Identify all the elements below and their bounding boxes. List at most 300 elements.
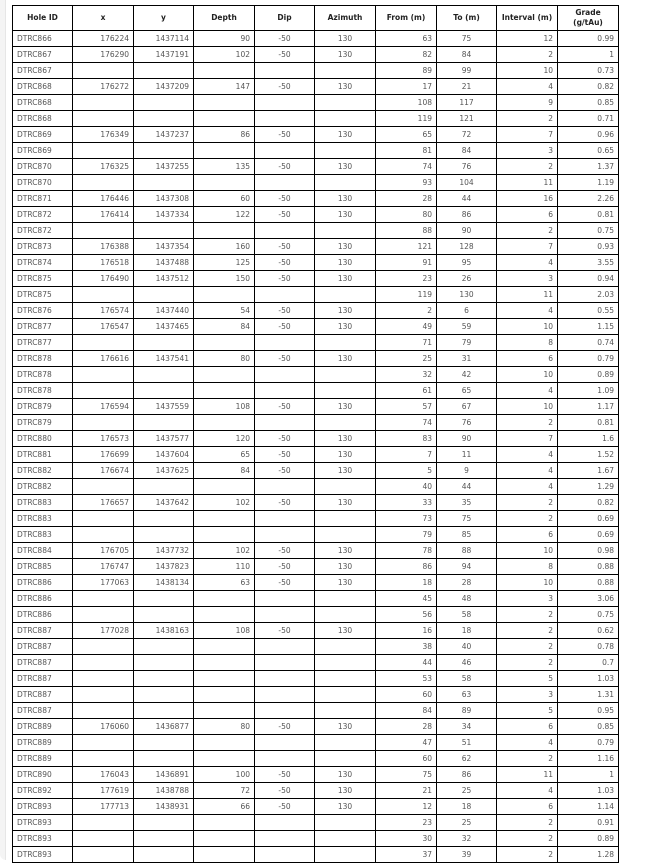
cell-interval: 2: [497, 47, 558, 63]
cell-interval: 5: [497, 703, 558, 719]
cell-x: 176705: [73, 543, 134, 559]
cell-grade: 0.82: [558, 79, 619, 95]
cell-hole-id: DTRC883: [13, 511, 73, 527]
cell-grade: 0.89: [558, 831, 619, 847]
table-row: [13, 783, 619, 799]
cell-grade: 1.09: [558, 383, 619, 399]
cell-x: [73, 607, 134, 623]
cell-x: [73, 367, 134, 383]
cell-hole-id: DTRC878: [13, 367, 73, 383]
cell-depth: 84: [194, 463, 255, 479]
cell-azimuth: 130: [315, 575, 376, 591]
table-row: [13, 719, 619, 735]
cell-hole-id: DTRC890: [13, 767, 73, 783]
header-row: [13, 6, 619, 31]
cell-x: 176446: [73, 191, 134, 207]
cell-y: 1437255: [134, 159, 194, 175]
cell-y: 1437642: [134, 495, 194, 511]
cell-depth: [194, 831, 255, 847]
cell-x: 177713: [73, 799, 134, 815]
cell-interval: 3: [497, 143, 558, 159]
cell-dip: -50: [255, 719, 315, 735]
cell-grade: 0.82: [558, 495, 619, 511]
table-row: [13, 255, 619, 271]
cell-azimuth: [315, 287, 376, 303]
cell-from: 65: [376, 127, 437, 143]
cell-x: [73, 383, 134, 399]
cell-from: 89: [376, 63, 437, 79]
cell-dip: -50: [255, 79, 315, 95]
cell-grade: 1.14: [558, 799, 619, 815]
cell-dip: -50: [255, 559, 315, 575]
table-row: [13, 671, 619, 687]
cell-to: 90: [437, 431, 497, 447]
cell-y: 1437512: [134, 271, 194, 287]
cell-y: 1437559: [134, 399, 194, 415]
cell-from: 25: [376, 351, 437, 367]
cell-x: 176043: [73, 767, 134, 783]
cell-from: 61: [376, 383, 437, 399]
cell-from: 21: [376, 783, 437, 799]
cell-to: 79: [437, 335, 497, 351]
table-row: [13, 111, 619, 127]
cell-grade: 0.96: [558, 127, 619, 143]
cell-interval: 5: [497, 671, 558, 687]
cell-y: [134, 63, 194, 79]
cell-to: 94: [437, 559, 497, 575]
cell-dip: -50: [255, 399, 315, 415]
cell-x: [73, 735, 134, 751]
cell-to: 86: [437, 207, 497, 223]
cell-x: 176573: [73, 431, 134, 447]
cell-to: 35: [437, 495, 497, 511]
cell-from: 32: [376, 367, 437, 383]
cell-to: 25: [437, 815, 497, 831]
cell-grade: 1.67: [558, 463, 619, 479]
cell-depth: [194, 63, 255, 79]
cell-to: 67: [437, 399, 497, 415]
cell-dip: -50: [255, 47, 315, 63]
cell-y: 1437114: [134, 31, 194, 47]
column-header-grade: Grade (g/tAu): [558, 6, 619, 31]
cell-x: [73, 111, 134, 127]
cell-hole-id: DTRC879: [13, 399, 73, 415]
cell-azimuth: 130: [315, 319, 376, 335]
cell-y: [134, 639, 194, 655]
cell-to: 84: [437, 143, 497, 159]
cell-interval: 3: [497, 271, 558, 287]
column-header-interval: Interval (m): [497, 6, 558, 31]
cell-dip: [255, 223, 315, 239]
cell-azimuth: 130: [315, 255, 376, 271]
cell-azimuth: 130: [315, 767, 376, 783]
cell-x: 176060: [73, 719, 134, 735]
cell-interval: 4: [497, 783, 558, 799]
cell-interval: 16: [497, 191, 558, 207]
cell-grade: 2.03: [558, 287, 619, 303]
cell-hole-id: DTRC886: [13, 591, 73, 607]
cell-azimuth: [315, 703, 376, 719]
cell-to: 75: [437, 31, 497, 47]
table-row: [13, 495, 619, 511]
cell-to: 21: [437, 79, 497, 95]
cell-y: 1437334: [134, 207, 194, 223]
cell-depth: [194, 511, 255, 527]
cell-to: 6: [437, 303, 497, 319]
cell-to: 85: [437, 527, 497, 543]
cell-from: 7: [376, 447, 437, 463]
cell-azimuth: 130: [315, 495, 376, 511]
cell-from: 74: [376, 415, 437, 431]
cell-interval: 2: [497, 415, 558, 431]
cell-x: 176272: [73, 79, 134, 95]
cell-depth: 80: [194, 719, 255, 735]
table-row: [13, 559, 619, 575]
cell-hole-id: DTRC887: [13, 703, 73, 719]
cell-azimuth: [315, 367, 376, 383]
cell-x: [73, 687, 134, 703]
cell-x: [73, 415, 134, 431]
cell-to: 90: [437, 223, 497, 239]
cell-grade: 1.19: [558, 175, 619, 191]
cell-grade: 0.85: [558, 719, 619, 735]
cell-hole-id: DTRC893: [13, 847, 73, 863]
cell-depth: [194, 751, 255, 767]
cell-x: 176594: [73, 399, 134, 415]
cell-dip: [255, 527, 315, 543]
cell-hole-id: DTRC887: [13, 687, 73, 703]
cell-dip: [255, 143, 315, 159]
table-row: [13, 191, 619, 207]
cell-interval: 9: [497, 95, 558, 111]
table-row: [13, 543, 619, 559]
cell-azimuth: 130: [315, 431, 376, 447]
cell-x: 176325: [73, 159, 134, 175]
cell-y: [134, 591, 194, 607]
cell-depth: [194, 847, 255, 863]
cell-from: 17: [376, 79, 437, 95]
table-row: [13, 319, 619, 335]
cell-y: [134, 175, 194, 191]
cell-y: [134, 527, 194, 543]
cell-interval: 10: [497, 399, 558, 415]
cell-y: 1437440: [134, 303, 194, 319]
cell-hole-id: DTRC875: [13, 287, 73, 303]
cell-hole-id: DTRC872: [13, 207, 73, 223]
cell-from: 84: [376, 703, 437, 719]
cell-dip: [255, 639, 315, 655]
cell-x: [73, 591, 134, 607]
cell-y: [134, 751, 194, 767]
cell-dip: -50: [255, 303, 315, 319]
cell-dip: -50: [255, 495, 315, 511]
cell-grade: 1: [558, 767, 619, 783]
cell-grade: 0.81: [558, 207, 619, 223]
cell-depth: [194, 527, 255, 543]
cell-interval: 10: [497, 63, 558, 79]
cell-to: 44: [437, 479, 497, 495]
cell-y: [134, 687, 194, 703]
cell-interval: 11: [497, 767, 558, 783]
cell-from: 71: [376, 335, 437, 351]
cell-y: 1437625: [134, 463, 194, 479]
cell-depth: 60: [194, 191, 255, 207]
cell-y: 1437465: [134, 319, 194, 335]
column-header-depth: Depth: [194, 6, 255, 31]
cell-azimuth: 130: [315, 543, 376, 559]
cell-depth: 108: [194, 399, 255, 415]
cell-dip: [255, 655, 315, 671]
cell-x: 176674: [73, 463, 134, 479]
cell-y: [134, 95, 194, 111]
cell-grade: 3.06: [558, 591, 619, 607]
table-row: [13, 703, 619, 719]
cell-from: 119: [376, 111, 437, 127]
cell-azimuth: [315, 751, 376, 767]
cell-x: [73, 639, 134, 655]
cell-dip: -50: [255, 783, 315, 799]
cell-azimuth: 130: [315, 351, 376, 367]
cell-x: 176699: [73, 447, 134, 463]
cell-x: [73, 143, 134, 159]
table-row: [13, 383, 619, 399]
cell-azimuth: [315, 655, 376, 671]
cell-dip: -50: [255, 255, 315, 271]
cell-azimuth: [315, 335, 376, 351]
cell-interval: 6: [497, 207, 558, 223]
cell-from: 23: [376, 815, 437, 831]
cell-x: 176657: [73, 495, 134, 511]
cell-dip: [255, 479, 315, 495]
table-row: [13, 799, 619, 815]
cell-depth: [194, 287, 255, 303]
cell-azimuth: [315, 111, 376, 127]
table-row: [13, 399, 619, 415]
cell-dip: [255, 687, 315, 703]
cell-y: 1437604: [134, 447, 194, 463]
cell-hole-id: DTRC866: [13, 31, 73, 47]
cell-interval: 2: [497, 607, 558, 623]
cell-interval: 7: [497, 239, 558, 255]
cell-grade: 3.55: [558, 255, 619, 271]
cell-x: 177063: [73, 575, 134, 591]
cell-interval: 4: [497, 255, 558, 271]
cell-azimuth: 130: [315, 207, 376, 223]
cell-y: [134, 655, 194, 671]
cell-y: 1437209: [134, 79, 194, 95]
cell-grade: 1.52: [558, 447, 619, 463]
cell-from: 83: [376, 431, 437, 447]
cell-depth: 102: [194, 495, 255, 511]
cell-hole-id: DTRC867: [13, 47, 73, 63]
table-row: [13, 751, 619, 767]
cell-from: 75: [376, 767, 437, 783]
cell-y: [134, 735, 194, 751]
cell-dip: -50: [255, 239, 315, 255]
cell-hole-id: DTRC870: [13, 159, 73, 175]
cell-depth: 86: [194, 127, 255, 143]
cell-interval: 2: [497, 495, 558, 511]
cell-azimuth: [315, 591, 376, 607]
cell-x: [73, 671, 134, 687]
cell-y: [134, 111, 194, 127]
cell-azimuth: 130: [315, 303, 376, 319]
table-row: [13, 479, 619, 495]
cell-interval: 10: [497, 575, 558, 591]
cell-from: 47: [376, 735, 437, 751]
cell-interval: 4: [497, 79, 558, 95]
cell-x: 177619: [73, 783, 134, 799]
cell-hole-id: DTRC889: [13, 751, 73, 767]
cell-x: 176224: [73, 31, 134, 47]
cell-grade: 0.74: [558, 335, 619, 351]
cell-interval: 2: [497, 511, 558, 527]
cell-from: 18: [376, 575, 437, 591]
cell-dip: [255, 671, 315, 687]
table-row: [13, 351, 619, 367]
cell-x: [73, 63, 134, 79]
cell-hole-id: DTRC870: [13, 175, 73, 191]
cell-from: 44: [376, 655, 437, 671]
cell-dip: [255, 703, 315, 719]
cell-to: 72: [437, 127, 497, 143]
table-row: [13, 271, 619, 287]
cell-azimuth: 130: [315, 399, 376, 415]
cell-azimuth: [315, 735, 376, 751]
cell-dip: [255, 815, 315, 831]
cell-azimuth: 130: [315, 623, 376, 639]
cell-y: [134, 367, 194, 383]
cell-dip: [255, 591, 315, 607]
cell-hole-id: DTRC883: [13, 495, 73, 511]
cell-depth: 135: [194, 159, 255, 175]
cell-grade: 1.37: [558, 159, 619, 175]
cell-hole-id: DTRC872: [13, 223, 73, 239]
cell-to: 18: [437, 623, 497, 639]
cell-depth: 147: [194, 79, 255, 95]
column-header-x: x: [73, 6, 134, 31]
cell-x: [73, 815, 134, 831]
cell-from: 79: [376, 527, 437, 543]
cell-x: [73, 655, 134, 671]
cell-grade: 0.81: [558, 415, 619, 431]
cell-x: [73, 511, 134, 527]
cell-y: [134, 815, 194, 831]
cell-to: 28: [437, 575, 497, 591]
cell-azimuth: 130: [315, 783, 376, 799]
cell-grade: 0.71: [558, 111, 619, 127]
cell-dip: [255, 751, 315, 767]
cell-azimuth: 130: [315, 463, 376, 479]
cell-depth: 80: [194, 351, 255, 367]
cell-from: 80: [376, 207, 437, 223]
cell-hole-id: DTRC873: [13, 239, 73, 255]
cell-to: 88: [437, 543, 497, 559]
table-row: [13, 591, 619, 607]
cell-from: 74: [376, 159, 437, 175]
cell-interval: 4: [497, 735, 558, 751]
cell-depth: [194, 655, 255, 671]
cell-depth: [194, 143, 255, 159]
cell-from: 73: [376, 511, 437, 527]
cell-depth: [194, 223, 255, 239]
cell-azimuth: [315, 511, 376, 527]
cell-interval: 4: [497, 383, 558, 399]
cell-depth: [194, 383, 255, 399]
cell-dip: [255, 175, 315, 191]
cell-interval: 4: [497, 303, 558, 319]
cell-y: 1437308: [134, 191, 194, 207]
cell-x: [73, 527, 134, 543]
cell-azimuth: 130: [315, 31, 376, 47]
table-row: [13, 511, 619, 527]
cell-from: 23: [376, 271, 437, 287]
cell-depth: 150: [194, 271, 255, 287]
cell-grade: 0.95: [558, 703, 619, 719]
cell-hole-id: DTRC869: [13, 127, 73, 143]
cell-to: 86: [437, 767, 497, 783]
cell-hole-id: DTRC886: [13, 575, 73, 591]
table-row: [13, 127, 619, 143]
cell-azimuth: [315, 63, 376, 79]
cell-azimuth: [315, 143, 376, 159]
cell-grade: 0.98: [558, 543, 619, 559]
cell-to: 130: [437, 287, 497, 303]
cell-depth: 108: [194, 623, 255, 639]
table-row: [13, 79, 619, 95]
cell-depth: 160: [194, 239, 255, 255]
cell-interval: 8: [497, 335, 558, 351]
cell-grade: 0.65: [558, 143, 619, 159]
cell-to: 76: [437, 415, 497, 431]
cell-depth: 90: [194, 31, 255, 47]
cell-y: 1437577: [134, 431, 194, 447]
cell-to: 46: [437, 655, 497, 671]
cell-to: 121: [437, 111, 497, 127]
cell-x: [73, 703, 134, 719]
cell-grade: 1.16: [558, 751, 619, 767]
cell-azimuth: [315, 831, 376, 847]
cell-to: 51: [437, 735, 497, 751]
cell-x: [73, 287, 134, 303]
cell-to: 75: [437, 511, 497, 527]
cell-to: 84: [437, 47, 497, 63]
cell-grade: 0.69: [558, 527, 619, 543]
cell-depth: 125: [194, 255, 255, 271]
cell-interval: 3: [497, 591, 558, 607]
cell-dip: [255, 511, 315, 527]
cell-hole-id: DTRC880: [13, 431, 73, 447]
table-row: [13, 223, 619, 239]
cell-interval: 2: [497, 159, 558, 175]
cell-x: 177028: [73, 623, 134, 639]
cell-y: [134, 847, 194, 863]
cell-depth: [194, 367, 255, 383]
cell-hole-id: DTRC878: [13, 351, 73, 367]
cell-hole-id: DTRC868: [13, 111, 73, 127]
cell-y: 1438163: [134, 623, 194, 639]
cell-grade: 0.88: [558, 559, 619, 575]
cell-to: 59: [437, 319, 497, 335]
table-row: [13, 287, 619, 303]
cell-from: 78: [376, 543, 437, 559]
cell-interval: 11: [497, 175, 558, 191]
table-row: [13, 47, 619, 63]
table-row: [13, 303, 619, 319]
cell-interval: 10: [497, 543, 558, 559]
cell-to: 25: [437, 783, 497, 799]
table-row: [13, 815, 619, 831]
